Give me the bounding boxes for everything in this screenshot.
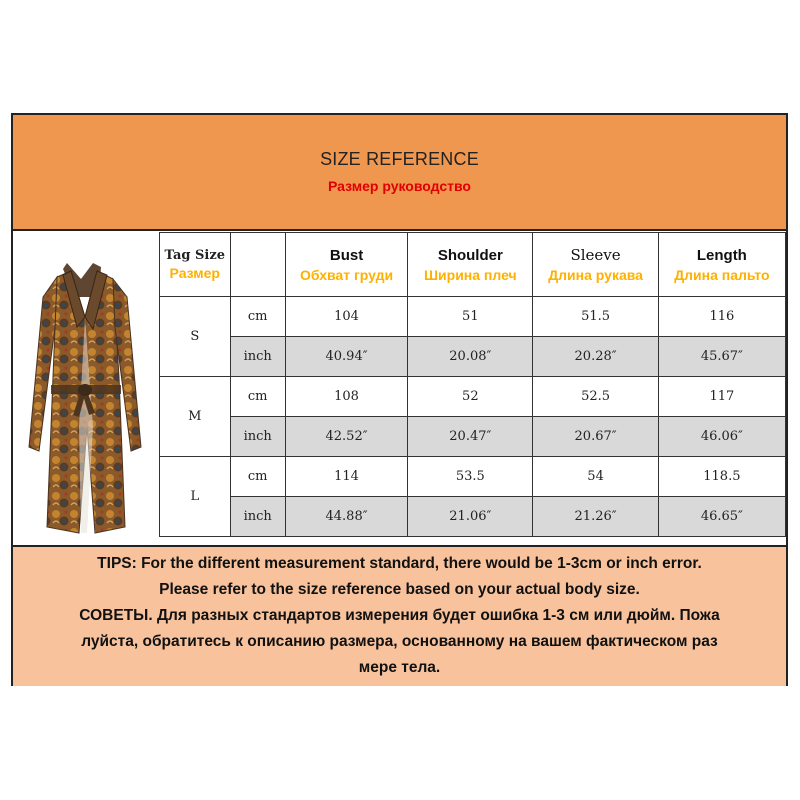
- chart-subtitle: Размер руководство: [328, 178, 471, 194]
- length-value: 46.65″: [658, 497, 785, 537]
- product-photo: [15, 257, 157, 543]
- sleeve-value: 54: [533, 457, 658, 497]
- tips-line: мере тела.: [358, 659, 441, 676]
- shoulder-label-ru: Ширина плеч: [423, 266, 517, 283]
- shoulder-value: 21.06″: [408, 497, 533, 537]
- table-row: [160, 417, 786, 457]
- length-value: 118.5: [658, 457, 785, 497]
- table-row: [160, 297, 786, 337]
- shoulder-value: 20.08″: [408, 337, 533, 377]
- table-row: [160, 497, 786, 537]
- shoulder-value: 53.5: [408, 457, 533, 497]
- chart-title: SIZE REFERENCE: [320, 149, 479, 169]
- length-value: 45.67″: [658, 337, 785, 377]
- bust-value: 108: [285, 377, 407, 417]
- tips-line: TIPS: For the different measurement standard, there would be 1-3cm or inch error.: [97, 555, 702, 572]
- chart-header: [13, 115, 786, 231]
- tips-line: СОВЕТЫ. Для разных стандартов измерения будет ошибка 1-3 см или дюйм. Пожа: [79, 607, 720, 624]
- tips-line: Please refer to the size reference based on your actual body size.: [159, 581, 640, 598]
- bust-value: 42.52″: [285, 417, 407, 457]
- shoulder-value: 20.47″: [408, 417, 533, 457]
- table-row: [160, 377, 786, 417]
- sleeve-value: 51.5: [533, 297, 658, 337]
- unit-label: cm: [230, 457, 285, 497]
- size-label: L: [160, 457, 231, 537]
- length-value: 116: [658, 297, 785, 337]
- sleeve-value: 21.26″: [533, 497, 658, 537]
- length-label: Length: [696, 246, 747, 264]
- size-label: S: [160, 297, 231, 377]
- bust-value: 114: [285, 457, 407, 497]
- unit-header: [230, 233, 285, 297]
- bust-label-ru: Обхват груди: [300, 266, 394, 283]
- tag-size-label: Tag Size: [164, 248, 225, 263]
- bust-value: 104: [285, 297, 407, 337]
- size-chart: [11, 113, 788, 686]
- sleeve-header: [533, 233, 658, 297]
- unit-label: cm: [230, 297, 285, 337]
- table-header-row: [160, 233, 786, 297]
- tips-line: луйста, обратитесь к описанию размера, основанному на вашем фактическом раз: [81, 633, 718, 650]
- shoulder-value: 52: [408, 377, 533, 417]
- size-label: M: [160, 377, 231, 457]
- tag-size-header: [160, 233, 231, 297]
- length-value: 117: [658, 377, 785, 417]
- tips-section: [13, 545, 786, 686]
- tag-size-label-ru: Размер: [169, 265, 220, 281]
- length-label-ru: Длина пальто: [674, 266, 770, 283]
- sleeve-value: 20.28″: [533, 337, 658, 377]
- shoulder-label: Shoulder: [437, 246, 503, 264]
- sleeve-label: Sleeve: [570, 246, 621, 264]
- sleeve-value: 20.67″: [533, 417, 658, 457]
- bust-value: 40.94″: [285, 337, 407, 377]
- length-value: 46.06″: [658, 417, 785, 457]
- sleeve-value: 52.5: [533, 377, 658, 417]
- unit-label: inch: [230, 337, 285, 377]
- bust-label: Bust: [329, 246, 364, 264]
- table-row: [160, 457, 786, 497]
- unit-label: cm: [230, 377, 285, 417]
- table-row: [160, 337, 786, 377]
- unit-label: inch: [230, 497, 285, 537]
- shoulder-header: [408, 233, 533, 297]
- length-header: [658, 233, 785, 297]
- unit-label: inch: [230, 417, 285, 457]
- bust-value: 44.88″: [285, 497, 407, 537]
- trench-coat-image: [15, 257, 157, 543]
- sleeve-label-ru: Длина рукава: [548, 267, 643, 283]
- shoulder-value: 51: [408, 297, 533, 337]
- bust-header: [285, 233, 407, 297]
- size-table: [159, 232, 786, 537]
